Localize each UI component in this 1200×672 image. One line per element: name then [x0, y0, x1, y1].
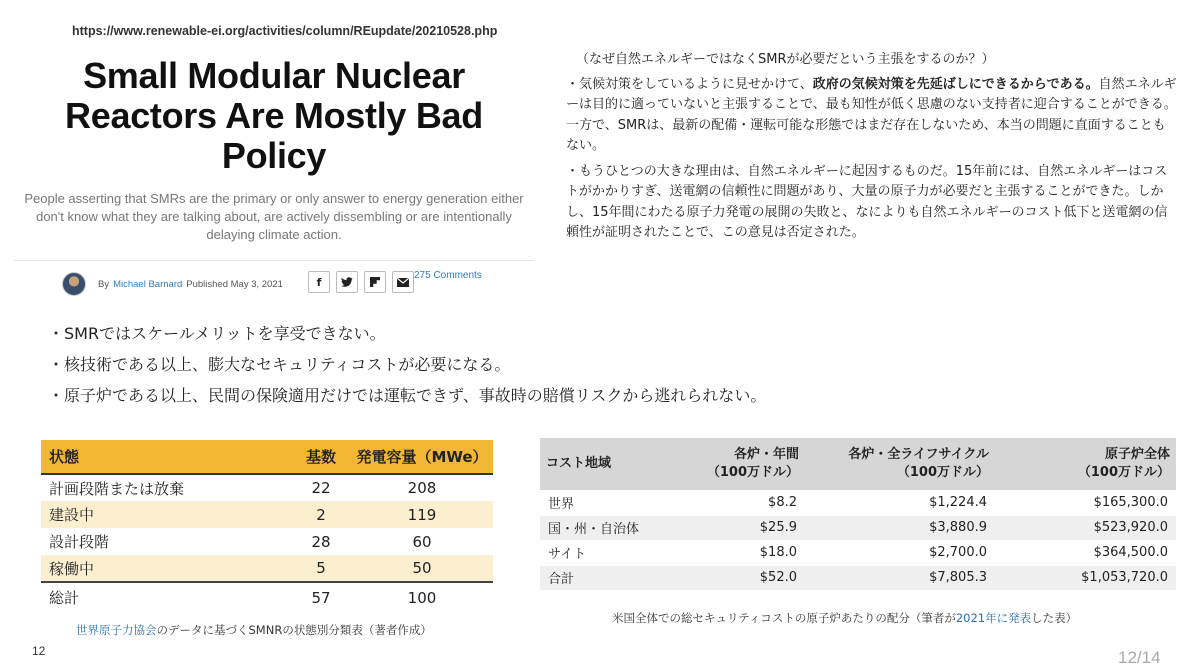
cell: 100 — [407, 588, 437, 607]
security-cost-table — [540, 438, 1176, 591]
caption-text: のデータに基づくSMNRの状態別分類表（著者作成） — [156, 623, 432, 637]
table-header-row — [41, 440, 493, 474]
bullet-item: ・核技術である以上、膨大なセキュリティコストが必要になる。 — [48, 355, 511, 374]
caption-link[interactable]: 世界原子力協会 — [76, 623, 157, 637]
table-row — [540, 540, 1176, 565]
table-row — [540, 565, 1176, 590]
bullet-item: ・原子炉である以上、民間の保険適用だけでは運転できず、事故時の賠償リスクから逃れられない。 — [48, 386, 767, 405]
cell: 208 — [407, 479, 437, 497]
cell: $2,700.0 — [805, 540, 995, 565]
cell: 57 — [311, 588, 331, 607]
header-lifecycle: 各炉・全ライフサイクル （100万ドル） — [805, 438, 995, 490]
email-icon[interactable] — [392, 271, 414, 293]
cell: 5 — [291, 555, 351, 582]
avatar — [62, 272, 86, 296]
cell: 総計 — [49, 589, 80, 607]
twitter-icon[interactable] — [336, 271, 358, 293]
cell: $52.0 — [670, 565, 805, 590]
caption-text: 米国全体での総セキュリティコストの原子炉あたりの配分（筆者が — [612, 611, 956, 625]
divider — [14, 260, 534, 261]
right-commentary — [566, 50, 1178, 249]
comments-link[interactable]: 275 Comments — [414, 270, 482, 281]
table-row — [41, 555, 493, 582]
cell: $25.9 — [670, 515, 805, 540]
article-subtitle: People asserting that SMRs are the primary or only answer to energy generation either don't know what they are talking about, are actively dissembling or are intentionally delaying climate action. — [24, 191, 524, 242]
cell: $523,920.0 — [995, 515, 1176, 540]
facebook-icon[interactable]: f — [308, 271, 330, 293]
header-count: 基数 — [291, 440, 351, 474]
paragraph-1-lead: ・気候対策をしているように見せかけて、 — [566, 76, 813, 92]
header-annual: 各炉・年間 （100万ドル） — [670, 438, 805, 490]
byline-by: By — [98, 278, 110, 290]
cell: $7,805.3 — [805, 565, 995, 590]
paragraph-1-rest: 自然エネルギーは目的に適っていないと主張することで、最も知性が低く思慮のない支持者に迎合することができる。一方で、SMRは、最新の配備・運転可能な形態ではまだ存在しないため、本当の問題に直面することもない。 — [566, 76, 1177, 153]
paragraph-1-bold: 政府の気候対策を先延ばしにできるからである。 — [812, 76, 1099, 92]
cell: 国・州・自治体 — [540, 515, 670, 540]
table-row — [540, 490, 1176, 515]
slide-number-left: 12 — [32, 644, 46, 658]
cell: 設計段階 — [49, 533, 110, 551]
table-row — [540, 515, 1176, 540]
cell: 合計 — [540, 565, 670, 590]
cell: $165,300.0 — [995, 490, 1176, 515]
header-capacity: 発電容量（MWe） — [351, 440, 493, 474]
paragraph-2: ・もうひとつの大きな理由は、自然エネルギーに起因するものだ。15年前には、自然エネルギーはコストがかかりすぎ、送電網の信頼性に問題があり、大量の原子力が必要だと主張することができた。しかし、15年間にわたる原子力発電の展開の失敗と、なによりも自然エネルギーのコスト低下と送電網の信頼性が証明されたことで、この意見は否定された。 — [566, 163, 1168, 240]
bullet-item: ・SMRではスケールメリットを享受できない。 — [48, 324, 386, 343]
article-title: Small Modular Nuclear Reactors Are Mostly Bad Policy — [65, 55, 483, 176]
cell: $1,053,720.0 — [995, 565, 1176, 590]
cell: $18.0 — [670, 540, 805, 565]
byline — [62, 270, 287, 298]
share-buttons — [308, 271, 414, 293]
caption-text: した表） — [1031, 611, 1078, 625]
table1-caption — [76, 622, 432, 638]
bullet-list — [48, 318, 766, 411]
cell: 世界 — [540, 490, 670, 515]
cell: 28 — [311, 532, 331, 551]
header-status: 状態 — [41, 440, 291, 474]
header-region: コスト地域 — [540, 438, 670, 490]
paragraph-1 — [566, 75, 1178, 157]
cell: $8.2 — [670, 490, 805, 515]
smr-status-table — [41, 440, 493, 612]
table-total-row — [41, 582, 493, 612]
cell: 60 — [412, 532, 432, 551]
table-header-row — [540, 438, 1176, 490]
article-screenshot — [14, 48, 534, 300]
flipboard-icon[interactable] — [364, 271, 386, 293]
cell: サイト — [540, 540, 670, 565]
cell: 2 — [291, 501, 351, 528]
table-row — [41, 474, 493, 501]
author-link[interactable]: Michael Barnard — [113, 278, 183, 290]
cell: 50 — [351, 555, 493, 582]
table-row — [41, 501, 493, 528]
cell: $3,880.9 — [805, 515, 995, 540]
cell: 22 — [311, 479, 331, 497]
cell: $364,500.0 — [995, 540, 1176, 565]
cell: 119 — [351, 501, 493, 528]
table-row — [41, 528, 493, 555]
cell: 建設中 — [41, 501, 291, 528]
cell: $1,224.4 — [805, 490, 995, 515]
cell: 稼働中 — [41, 555, 291, 582]
question-text: （なぜ自然エネルギーではなくSMRが必要だという主張をするのか？） — [576, 52, 995, 67]
cell: 計画段階または放棄 — [49, 479, 185, 498]
published-date: Published May 3, 2021 — [186, 278, 283, 290]
source-url[interactable]: https://www.renewable-ei.org/activities/column/REupdate/20210528.php — [72, 24, 498, 38]
header-total: 原子炉全体 （100万ドル） — [995, 438, 1176, 490]
table2-caption — [612, 610, 1077, 626]
slide-number-right: 12/14 — [1118, 648, 1161, 667]
caption-link[interactable]: 2021年に発表 — [955, 611, 1032, 625]
